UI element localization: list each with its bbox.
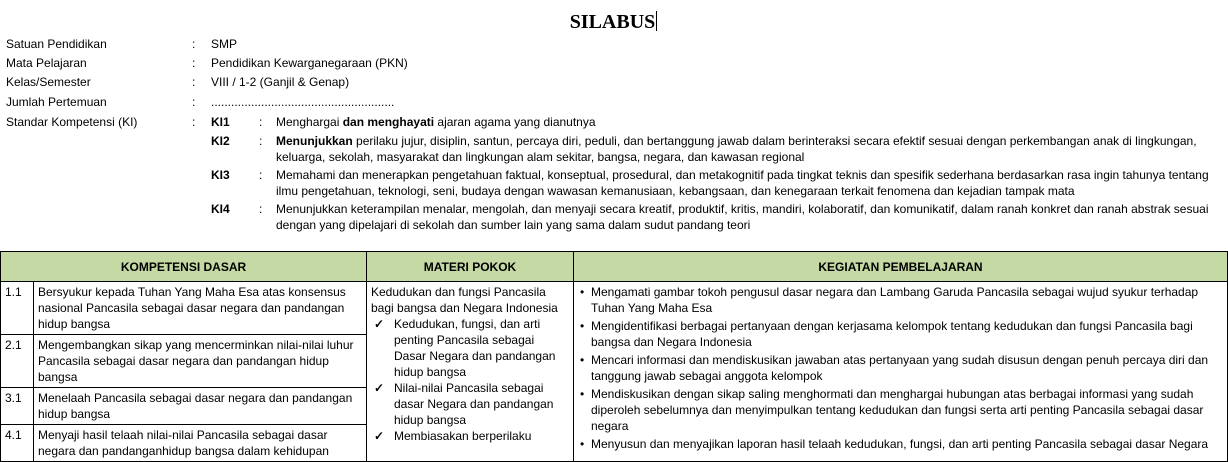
- meta-label: Kelas/Semester: [6, 75, 91, 89]
- ki-code: KI2: [211, 134, 230, 148]
- ki-text: Menunjukkan perilaku jujur, disiplin, santun, percaya diri, peduli, dan bertanggung jawab dalam berinteraksi secara efektif sesuai dengan perkembangan anak di lingkungan, keluarga, sekolah, masyarakat dan lingkungan alam sekitar, bangsa, negara, dan kawasan regional: [276, 134, 1197, 164]
- document-title: [0, 11, 1227, 34]
- kd-number: 2.1: [1, 335, 34, 388]
- meta-value: .......................................................: [211, 95, 395, 109]
- materi-intro: Kedudukan dan fungsi Pancasila bagi bangsa dan Negara Indonesia: [371, 285, 558, 315]
- meta-value: VIII / 1-2 (Ganjil & Genap): [211, 75, 350, 89]
- kd-text: Menyaji hasil telaah nilai-nilai Pancasila sebagai dasar negara dan pandanganhidup bangsa dalam kehidupan: [34, 425, 367, 462]
- meta-colon: :: [192, 75, 196, 89]
- kd-number: 4.1: [1, 425, 34, 462]
- list-item: • Mengidentifikasi berbagai pertanyaan dengan kerjasama kelompok tentang kedudukan dan fungsi Pancasila bagi bangsa dan Negara Indonesia: [578, 318, 1223, 350]
- ki-text: Memahami dan menerapkan pengetahuan faktual, konseptual, prosedural, dan metakognitif pada tingkat teknis dan spesifik sederhana berdasarkan rasa ingin tahunya tentang ilmu pengetahuan, teknologi, seni, budaya dengan wawasan kemanusiaan, kebangsaan, dan kenegaraan terkait fenomena dan kejadian tampak mata: [276, 168, 1209, 198]
- list-item: ✓ Nilai-nilai Pancasila sebagai dasar Negara dan pandangan hidup bangsa: [371, 380, 569, 428]
- header-kegiatan-pembelajaran: KEGIATAN PEMBELAJARAN: [574, 252, 1228, 282]
- meta-label: Jumlah Pertemuan: [6, 95, 107, 109]
- meta-label: Standar Kompetensi (KI): [6, 115, 138, 129]
- kegiatan-cell: [574, 282, 1228, 462]
- meta-colon: :: [192, 56, 196, 70]
- ki-text: Menunjukkan keterampilan menalar, mengolah, dan menyaji secara kreatif, produktif, kritis, mandiri, kolaboratif, dan komunikatif, dalam ranah konkret dan ranah abstrak sesuai dengan yang dipelajari di sekolah dan sumber lain yang sama dalam sudut pandang teori: [276, 202, 1209, 232]
- ki-text: Menghargai dan menghayati ajaran agama yang dianutnya: [276, 115, 596, 129]
- materi-list: [371, 316, 569, 444]
- kd-text: Mengembangkan sikap yang mencerminkan nilai-nilai luhur Pancasila sebagai dasar negara dan pandangan hidup bangsa: [34, 335, 367, 388]
- meta-colon: :: [192, 115, 196, 129]
- ki-code: KI3: [211, 168, 230, 182]
- kd-text: Bersyukur kepada Tuhan Yang Maha Esa atas konsensus nasional Pancasila sebagai dasar negara dan pandangan hidup bangsa: [34, 282, 367, 335]
- ki-code: KI1: [211, 115, 230, 129]
- list-item: ✓ Membiasakan berperilaku: [371, 428, 569, 444]
- ki-colon: :: [259, 134, 263, 148]
- table-row: [1, 282, 1228, 335]
- title-text: SILABUS: [569, 11, 656, 33]
- meta-colon: :: [192, 95, 196, 109]
- syllabus-table: [0, 251, 1228, 462]
- kd-text: Menelaah Pancasila sebagai dasar negara dan pandangan hidup bangsa: [34, 388, 367, 425]
- header-materi-pokok: MATERI POKOK: [367, 252, 574, 282]
- list-item: ✓ Kedudukan, fungsi, dan arti penting Pancasila sebagai Dasar Negara dan pandangan hidup bangsa: [371, 316, 569, 380]
- header-kompetensi-dasar: KOMPETENSI DASAR: [1, 252, 367, 282]
- text-cursor: [656, 11, 657, 31]
- list-item: • Menyusun dan menyajikan laporan hasil telaah kedudukan, fungsi, dan arti penting Pancasila sebagai dasar Negara: [578, 436, 1223, 452]
- ki-colon: :: [259, 115, 263, 129]
- list-item: • Mengamati gambar tokoh pengusul dasar negara dan Lambang Garuda Pancasila sebagai wujud syukur terhadap Tuhan Yang Maha Esa: [578, 284, 1223, 316]
- list-item: • Mendiskusikan dengan sikap saling menghormati dan menghargai hubungan atas berbagai informasi yang sudah diperoleh sebelumnya dan menyimpulkan tentang kedudukan dan fungsi serta arti penting Pancasila sebagai dasar negara: [578, 386, 1223, 434]
- meta-colon: :: [192, 37, 196, 51]
- kegiatan-list: [578, 284, 1223, 452]
- meta-label: Mata Pelajaran: [6, 56, 87, 70]
- materi-pokok-cell: [367, 282, 574, 462]
- meta-value: Pendidikan Kewarganegaraan (PKN): [211, 56, 408, 70]
- kd-number: 1.1: [1, 282, 34, 335]
- ki-colon: :: [259, 202, 263, 216]
- ki-code: KI4: [211, 202, 230, 216]
- meta-label: Satuan Pendidikan: [6, 37, 107, 51]
- ki-colon: :: [259, 168, 263, 182]
- list-item: • Mencari informasi dan mendiskusikan jawaban atas pertanyaan yang sudah disusun dengan penuh percaya diri dan tanggung jawab sebagai anggota kelompok: [578, 352, 1223, 384]
- table-header-row: [1, 252, 1228, 282]
- meta-value: SMP: [211, 37, 238, 51]
- kd-number: 3.1: [1, 388, 34, 425]
